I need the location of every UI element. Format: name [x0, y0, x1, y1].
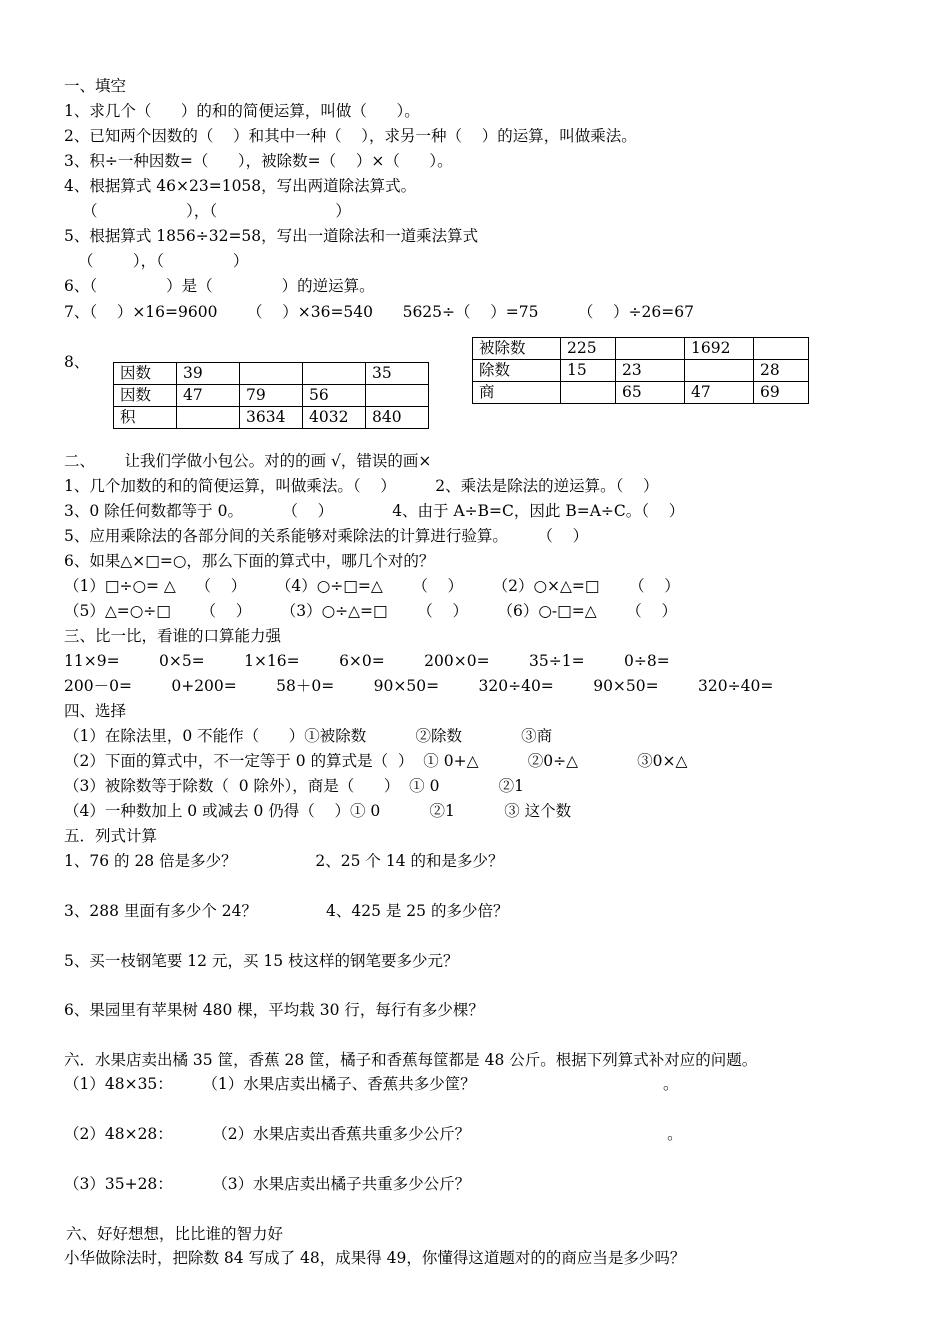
table-cell: 840	[366, 407, 429, 429]
section-6-title: 六．水果店卖出橘 35 筐，香蕉 28 筐，橘子和香蕉每筐都是 48 公斤。根据下列算式补对应的问题。	[64, 1051, 758, 1069]
s4-q1: （1）在除法里，0 不能作（ ）①被除数 ②除数 ③商	[64, 727, 553, 745]
section-5-title: 五．列式计算	[64, 827, 158, 845]
s6-a3: （3）35+28： （3）水果店卖出橘子共重多少公斤？	[64, 1175, 471, 1193]
s2-q3: 3、0 除任何数都等于 0。 （ ） 4、由于 A÷B=C，因此 B=A÷C。（ ）	[64, 502, 685, 520]
table-cell	[303, 363, 366, 385]
s1-q3: 3、积÷一种因数=（ ），被除数=（ ）×（ ）。	[64, 152, 453, 170]
table-row	[473, 360, 809, 382]
table-cell: 28	[754, 360, 809, 382]
table-cell	[366, 385, 429, 407]
table-cell: 15	[561, 360, 616, 382]
table-cell: 4032	[303, 407, 366, 429]
s1-q6: 6、（ ）是（ ）的逆运算。	[64, 277, 375, 295]
table-cell: 47	[685, 382, 754, 404]
s7-question: 小华做除法时，把除数 84 写成了 48，成果得 49，你懂得这道题对的的商应当是多少吗？	[64, 1249, 686, 1267]
section-2-title: 二、 让我们学做小包公。对的的画 √，错误的画×	[64, 452, 432, 470]
table-cell	[177, 407, 240, 429]
table-cell: 被除数	[473, 338, 561, 360]
table-cell: 1692	[685, 338, 754, 360]
s2-options-1: （1）□÷○= △ （ ） （4）○÷□=△ （ ） （2）○×△=□ （ ）	[64, 577, 680, 595]
s4-q2: （2）下面的算式中，不一定等于 0 的算式是（ ） ① 0+△ ②0÷△ ③0×△	[64, 752, 688, 770]
table-cell	[240, 363, 303, 385]
table-cell: 3634	[240, 407, 303, 429]
s1-q2: 2、已知两个因数的（ ）和其中一种（ ），求另一种（ ）的运算，叫做乘法。	[64, 127, 637, 145]
table-cell: 47	[177, 385, 240, 407]
table-cell: 积	[114, 407, 177, 429]
s5-q5: 5、买一枝钢笔要 12 元，买 15 枝这样的钢笔要多少元？	[64, 952, 459, 970]
table-cell: 除数	[473, 360, 561, 382]
table-row	[473, 338, 809, 360]
s5-q3: 3、288 里面有多少个 24？ 4、425 是 25 的多少倍？	[64, 902, 509, 920]
table-cell: 39	[177, 363, 240, 385]
s1-q4: 4、根据算式 46×23=1058，写出两道除法算式。	[64, 177, 417, 195]
table-row	[114, 363, 429, 385]
table-cell	[561, 382, 616, 404]
table-cell: 225	[561, 338, 616, 360]
s1-q7: 7、（ ）×16=9600 （ ）×36=540 5625÷（ ）=75 （ ）÷26=67	[64, 303, 694, 321]
s1-q4-blanks: （ ），（ ）	[82, 202, 351, 220]
s5-q6: 6、果园里有苹果树 480 棵，平均栽 30 行，每行有多少棵？	[64, 1001, 484, 1019]
section-7-title: 六、好好想想，比比谁的智力好	[66, 1225, 284, 1243]
s2-q5: 5、应用乘除法的各部分间的关系能够对乘除法的计算进行验算。 （ ）	[64, 527, 589, 545]
section-4-title: 四、选择	[64, 702, 127, 720]
multiplication-table	[113, 362, 429, 429]
table-cell: 79	[240, 385, 303, 407]
table-row	[114, 385, 429, 407]
s3-row-1: 11×9= 0×5= 1×16= 6×0= 200×0= 35÷1= 0÷8=	[64, 652, 670, 670]
s1-q5: 5、根据算式 1856÷32=58，写出一道除法和一道乘法算式	[64, 227, 479, 245]
s4-q4: （4）一种数加上 0 或减去 0 仍得（ ）① 0 ②1 ③ 这个数	[64, 802, 572, 820]
s2-q1: 1、几个加数的和的简便运算，叫做乘法。（ ） 2、乘法是除法的逆运算。（ ）	[64, 477, 659, 495]
table-cell: 商	[473, 382, 561, 404]
table-cell	[685, 360, 754, 382]
s6-a2: （2）48×28： （2）水果店卖出香蕉共重多少公斤？ 。	[64, 1125, 683, 1143]
table-cell: 35	[366, 363, 429, 385]
s1-q8-label: 8、	[64, 353, 90, 371]
s3-row-2: 200－0= 0+200= 58＋0= 90×50= 320÷40= 90×50= 320÷40=	[64, 677, 774, 695]
table-cell: 56	[303, 385, 366, 407]
s2-q6: 6、如果△×□=○，那么下面的算式中，哪几个对的？	[64, 552, 435, 570]
s5-q1: 1、76 的 28 倍是多少？ 2、25 个 14 的和是多少？	[64, 852, 504, 870]
section-3-title: 三、比一比，看谁的口算能力强	[64, 627, 282, 645]
section-1-title: 一、填空	[64, 77, 127, 95]
s4-q3: （3）被除数等于除数（ 0 除外），商是（ ） ① 0 ②1	[64, 777, 524, 795]
s1-q1: 1、求几个（ ）的和的简便运算，叫做（ ）。	[64, 102, 420, 120]
table-row	[473, 382, 809, 404]
s2-options-2: （5）△=○÷□ （ ） （3）○÷△=□ （ ） （6）○-□=△ （ ）	[64, 602, 677, 620]
table-cell	[616, 338, 685, 360]
s1-q5-blanks: （ ），（ ）	[78, 252, 249, 270]
table-cell: 23	[616, 360, 685, 382]
table-cell: 因数	[114, 385, 177, 407]
table-cell: 因数	[114, 363, 177, 385]
s6-a1: （1）48×35： （1）水果店卖出橘子、香蕉共多少筐？ 。	[64, 1075, 679, 1093]
table-row	[114, 407, 429, 429]
division-table	[472, 337, 809, 404]
table-cell	[754, 338, 809, 360]
table-cell: 69	[754, 382, 809, 404]
table-cell: 65	[616, 382, 685, 404]
